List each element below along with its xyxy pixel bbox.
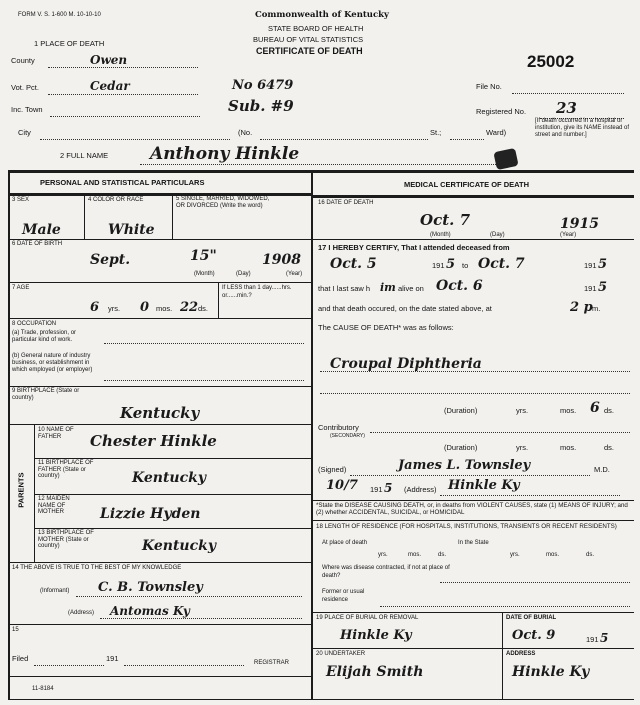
duration-ds: ds. xyxy=(604,406,615,415)
sign-address-line xyxy=(440,495,620,496)
full-name-line xyxy=(140,164,510,165)
parents-label: PARENTS xyxy=(16,472,26,508)
burial-date-value: Oct. 9 xyxy=(512,628,556,643)
med-rule-2 xyxy=(312,500,634,501)
county-line xyxy=(48,67,198,68)
marital-label: 5 SINGLE, MARRIED, WIDOWED, OR DIVORCED (Write the word) xyxy=(176,196,270,209)
cause-label: The CAUSE OF DEATH* was as follows: xyxy=(318,323,454,332)
frame-top xyxy=(8,170,634,173)
registrar-label: REGISTRAR xyxy=(254,660,290,666)
bottom-code: 11-8184 xyxy=(32,686,54,692)
row-rule-7 xyxy=(34,494,312,495)
father-label: 10 NAME OF FATHER xyxy=(38,427,74,440)
birthplace-value: Kentucky xyxy=(120,404,200,422)
burial-sep xyxy=(502,612,503,700)
commonwealth-heading: Commonwealth of Kentucky xyxy=(255,10,389,20)
registered-label: Registered No. xyxy=(476,107,527,116)
at-place-ds: ds. xyxy=(438,552,447,558)
death-occurred-label: and that death occured, on the date stated above, at xyxy=(318,304,492,313)
former-residence-line xyxy=(380,606,630,607)
age-yrs-label: yrs. xyxy=(108,304,121,313)
undertaker-label: 20 UNDERTAKER xyxy=(316,651,366,657)
occupation-b-line xyxy=(104,380,304,381)
county-label: County xyxy=(11,56,35,65)
dob-year: 1908 xyxy=(262,252,301,268)
attended-from-year-pre: 191 xyxy=(432,261,445,270)
alive-year-pre: 191 xyxy=(584,284,597,293)
vot-line xyxy=(48,94,198,95)
row-rule-10 xyxy=(8,624,312,625)
filed-label: Filed xyxy=(12,654,29,663)
hospital-note: [If death occurred in a hospital or institution, give its NAME instead of street and number.] xyxy=(535,118,630,138)
duration-ds-value: 6 xyxy=(590,400,600,416)
row-rule-9 xyxy=(8,562,312,563)
m-label: m. xyxy=(592,304,601,313)
dob-month-caption: (Month) xyxy=(194,271,215,277)
date-of-death-year: 1915 xyxy=(560,216,599,232)
signed-value: James L. Townsley xyxy=(398,458,531,473)
age-yrs: 6 xyxy=(90,300,100,315)
date-of-death-label: 16 DATE OF DEATH xyxy=(318,200,374,206)
burial-year-pre: 191 xyxy=(586,635,599,644)
inc-town-line xyxy=(50,116,200,117)
full-name-label: 2 FULL NAME xyxy=(60,151,109,160)
registrar-line xyxy=(124,665,244,666)
dob-day: 15" xyxy=(190,248,217,264)
attended-from-year: 5 xyxy=(446,257,456,272)
md-label: M.D. xyxy=(594,465,610,474)
informant-address-value: Antomas Ky xyxy=(110,604,190,618)
mother-birthplace-value: Kentucky xyxy=(142,538,216,554)
sex-sep xyxy=(84,193,85,239)
medical-header: MEDICAL CERTIFICATE OF DEATH xyxy=(404,180,529,189)
color-value: White xyxy=(108,222,155,238)
last-saw-him: im xyxy=(380,281,396,294)
filed-line xyxy=(34,665,104,666)
sign-address: Hinkle Ky xyxy=(448,478,520,493)
city-label: City xyxy=(18,128,31,137)
row-rule-6 xyxy=(34,458,312,459)
occupation-a: (a) Trade, profession, or particular kind of work. xyxy=(12,330,77,344)
undertaker-address-value: Hinkle Ky xyxy=(512,664,590,680)
burial-year: 5 xyxy=(600,631,609,645)
in-state-yrs: yrs. xyxy=(510,552,520,558)
file-label: File No. xyxy=(476,82,502,91)
med-rule-5 xyxy=(312,648,634,649)
dob-year-caption: (Year) xyxy=(286,271,303,277)
birthplace-label: 9 BIRTHPLACE (State or country) xyxy=(12,388,80,401)
certify-text: 17 I HEREBY CERTIFY, That I attended deceased from xyxy=(318,243,510,252)
occupation-label: 8 OCCUPATION xyxy=(12,321,57,327)
med-rule-3 xyxy=(312,520,634,521)
duration-label: (Duration) xyxy=(444,406,478,415)
time-of-death: 2 p xyxy=(570,300,593,315)
row-rule-1 xyxy=(8,239,312,240)
cause-value: Croupal Diphtheria xyxy=(330,356,482,372)
duration-mos: mos. xyxy=(560,406,577,415)
informant-label: (Informant) xyxy=(40,588,70,594)
no-label: (No. xyxy=(238,128,253,137)
alive-on-year: 5 xyxy=(598,280,608,295)
color-sep xyxy=(172,193,173,239)
burial-place-value: Hinkle Ky xyxy=(340,628,412,643)
certificate-number: 25002 xyxy=(527,52,575,71)
row-rule-3 xyxy=(8,318,312,319)
inc-town-label: Inc. Town xyxy=(11,105,43,114)
registered-value: 23 xyxy=(556,99,577,117)
age-ds: 22 xyxy=(180,300,199,315)
where-contracted-label: Where was disease contracted, if not at place of death? xyxy=(322,565,450,580)
row-rule-5 xyxy=(8,424,312,425)
sex-label: 3 SEX xyxy=(12,197,30,203)
dob-month: Sept. xyxy=(90,252,131,268)
vot-label: Vot. Pct. xyxy=(11,83,39,92)
reg-note-2: Sub. #9 xyxy=(228,97,294,115)
row-rule-4 xyxy=(8,386,312,387)
contributory-label: Contributory xyxy=(318,423,359,432)
age-sep xyxy=(218,282,219,318)
in-state-ds: ds. xyxy=(586,552,595,558)
former-residence-label: Former or usual residence xyxy=(322,589,365,604)
frame-divider xyxy=(311,170,313,700)
frame-bottom xyxy=(8,699,634,700)
duration-ds-2: ds. xyxy=(604,443,615,452)
city-line xyxy=(40,139,230,140)
frame-left xyxy=(8,170,10,700)
sex-value: Male xyxy=(22,222,61,238)
informant-line xyxy=(76,596,302,597)
age-mos: 0 xyxy=(140,300,150,315)
duration-mos-2: mos. xyxy=(560,443,577,452)
ink-blot xyxy=(493,148,518,170)
place-of-death-label: 1 PLACE OF DEATH xyxy=(34,39,105,48)
medical-header-rule xyxy=(312,195,634,198)
form-code: FORM V. S. 1-600 M. 10-10-10 xyxy=(18,12,101,18)
ward-label: Ward) xyxy=(486,128,507,137)
st-label: St.; xyxy=(430,128,442,137)
occupation-a-line xyxy=(104,343,304,344)
duration-yrs: yrs. xyxy=(516,406,529,415)
undertaker-address-label: ADDRESS xyxy=(506,651,536,657)
where-contracted-line xyxy=(440,582,630,583)
dod-year-caption: (Year) xyxy=(560,232,577,238)
full-name-value: Anthony Hinkle xyxy=(150,144,300,164)
duration-yrs-2: yrs. xyxy=(516,443,529,452)
mother-value: Lizzie Hyden xyxy=(100,506,201,522)
parents-sep xyxy=(34,424,35,562)
father-birthplace-label: 11 BIRTHPLACE OF FATHER (State or country) xyxy=(38,460,94,480)
at-place-mos: mos. xyxy=(408,552,422,558)
occupation-b: (b) General nature of industry business, or establishment in which employed (or employer) xyxy=(12,353,93,374)
color-label: 4 COLOR OR RACE xyxy=(88,197,144,203)
age-ds-label: ds. xyxy=(198,304,209,313)
row-rule-8 xyxy=(34,528,312,529)
bureau-heading: BUREAU OF VITAL STATISTICS xyxy=(253,35,364,44)
residence-label: 18 LENGTH OF RESIDENCE (FOR HOSPITALS, INSTITUTIONS, TRANSIENTS OR RECENT RESIDENTS) xyxy=(316,523,617,530)
attended-to-date: Oct. 7 xyxy=(478,256,525,272)
age-mos-label: mos. xyxy=(156,304,173,313)
dod-day-caption: (Day) xyxy=(490,232,505,238)
duration-label-2: (Duration) xyxy=(444,443,478,452)
informant-address-label: (Address) xyxy=(68,610,95,616)
med-rule-1 xyxy=(312,239,634,240)
personal-header: PERSONAL AND STATISTICAL PARTICULARS xyxy=(40,178,205,187)
age-label: 7 AGE xyxy=(12,285,30,291)
dob-label: 6 DATE OF BIRTH xyxy=(12,241,63,247)
contributory-line xyxy=(370,432,630,433)
attended-from-date: Oct. 5 xyxy=(330,256,377,272)
row-rule-11 xyxy=(8,676,312,677)
reg-note-1: No 6479 xyxy=(232,78,294,93)
vot-value: Cedar xyxy=(90,79,130,93)
board-heading: STATE BOARD OF HEALTH xyxy=(268,24,364,33)
sign-date: 10/7 xyxy=(326,478,358,493)
last-saw-label: that I last saw h xyxy=(318,284,371,293)
filed-year: 191 xyxy=(106,654,119,663)
in-state-mos: mos. xyxy=(546,552,560,558)
undertaker-value: Elijah Smith xyxy=(326,664,424,680)
burial-place-label: 19 PLACE OF BURIAL OR REMOVAL xyxy=(316,615,419,621)
informant-value: C. B. Townsley xyxy=(98,580,203,595)
alive-on-label: alive on xyxy=(398,284,424,293)
cause-line-2 xyxy=(320,393,630,394)
mother-label: 12 MAIDEN NAME OF MOTHER xyxy=(38,496,70,516)
alive-on-date: Oct. 6 xyxy=(436,278,483,294)
in-state-label: In the State xyxy=(458,540,489,546)
at-place-yrs: yrs. xyxy=(378,552,388,558)
to-label: to xyxy=(462,261,469,270)
informant-intro: 14 THE ABOVE IS TRUE TO THE BEST OF MY KNOWLEDGE xyxy=(12,565,182,571)
row-rule-2 xyxy=(8,282,312,283)
informant-address-line xyxy=(100,618,302,619)
to-year-pre: 191 xyxy=(584,261,597,270)
certificate-title: CERTIFICATE OF DEATH xyxy=(256,46,363,56)
secondary-label: (SECONDARY) xyxy=(330,433,365,439)
father-birthplace-value: Kentucky xyxy=(132,470,206,486)
st-line xyxy=(450,139,484,140)
sign-year-pre: 191 xyxy=(370,485,383,494)
county-value: Owen xyxy=(90,53,128,67)
date-of-death-month: Oct. 7 xyxy=(420,211,471,229)
med-rule-4 xyxy=(312,612,634,613)
no-line xyxy=(260,139,428,140)
at-place-label: At place of death xyxy=(322,540,368,546)
father-value: Chester Hinkle xyxy=(90,432,217,450)
file-line xyxy=(512,93,624,94)
mother-birthplace-label: 13 BIRTHPLACE OF MOTHER (State or country) xyxy=(38,530,94,550)
dod-month-caption: (Month) xyxy=(430,232,451,238)
sign-address-label: (Address) xyxy=(404,485,437,494)
signed-label: (Signed) xyxy=(318,465,347,474)
footnote: *State the DISEASE CAUSING DEATH, or, in deaths from VIOLENT CAUSES, state (1) MEANS OF INJURY; and (2) whether ACCIDENTAL, SUICIDAL, or HOMICIDAL xyxy=(316,502,628,517)
box-15: 15 xyxy=(12,627,19,633)
dob-day-caption: (Day) xyxy=(236,271,251,277)
attended-to-year: 5 xyxy=(598,257,608,272)
less-than-label: If LESS than 1 day......hrs. or......min.? xyxy=(222,285,292,300)
signed-line xyxy=(350,475,590,476)
burial-date-label: DATE OF BURIAL xyxy=(506,615,557,621)
sign-year: 5 xyxy=(384,481,393,495)
